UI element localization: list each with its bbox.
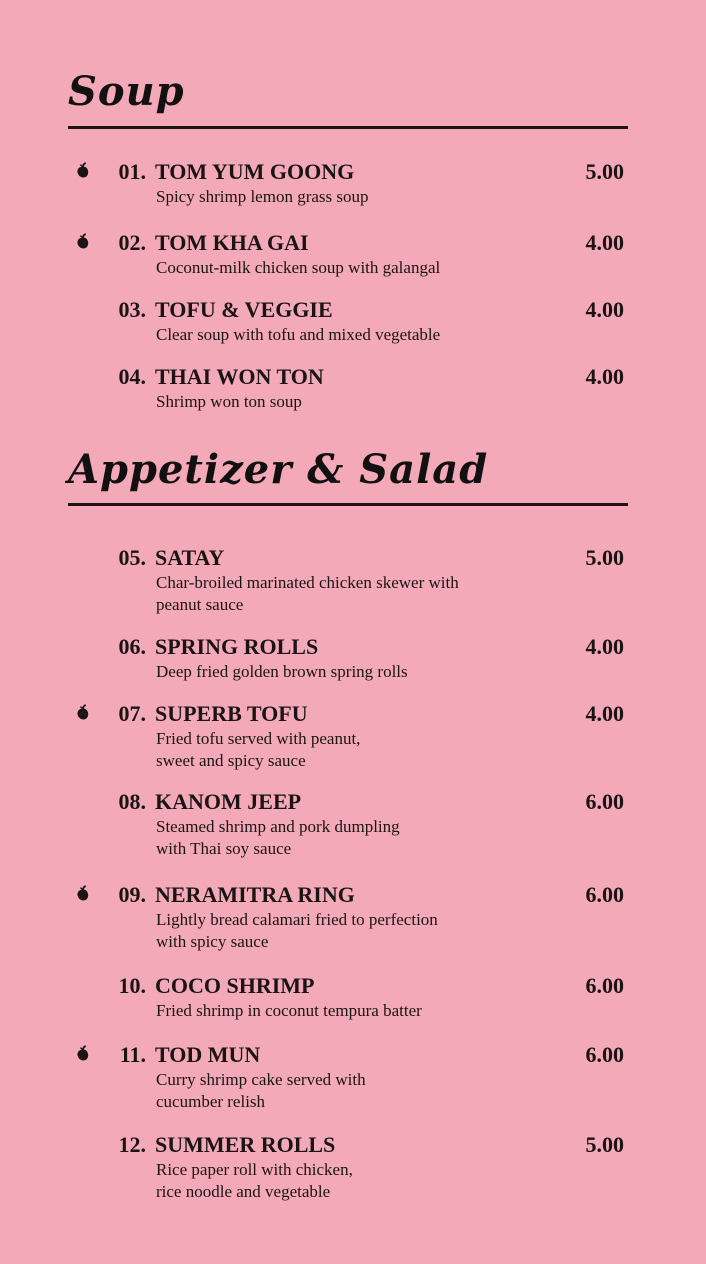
item-description: Rice paper roll with chicken, rice noodle and vegetable: [156, 1160, 353, 1201]
item-name: TOFU & VEGGIE: [155, 297, 333, 322]
chili-pepper-icon: [74, 233, 92, 251]
item-description: Deep fried golden brown spring rolls: [156, 662, 408, 681]
section-divider: [68, 126, 628, 129]
item-name: TOD MUN: [155, 1042, 261, 1067]
item-price: 6.00: [585, 882, 624, 907]
item-name: SATAY: [155, 545, 225, 570]
item-price: 4.00: [585, 364, 624, 389]
item-price: 6.00: [585, 1042, 624, 1067]
item-number: 05.: [118, 545, 146, 570]
item-description: Steamed shrimp and pork dumpling with Thai soy sauce: [156, 817, 400, 858]
item-number: 02.: [118, 230, 146, 255]
item-description: Curry shrimp cake served with cucumber relish: [156, 1070, 366, 1111]
item-description: Fried shrimp in coconut tempura batter: [156, 1001, 422, 1020]
item-number: 12.: [118, 1132, 146, 1157]
item-number: 06.: [118, 634, 146, 659]
section-divider: [68, 503, 628, 506]
item-price: 6.00: [585, 789, 624, 814]
item-description: Lightly bread calamari fried to perfection with spicy sauce: [156, 910, 438, 951]
chili-pepper-icon: [74, 885, 92, 903]
item-description: Coconut-milk chicken soup with galangal: [156, 258, 441, 277]
item-price: 5.00: [585, 1132, 624, 1157]
item-price: 4.00: [585, 701, 624, 726]
item-price: 5.00: [585, 545, 624, 570]
item-description: Clear soup with tofu and mixed vegetable: [156, 325, 441, 344]
item-price: 4.00: [585, 297, 624, 322]
chili-pepper-icon: [74, 704, 92, 722]
item-number: 01.: [118, 159, 146, 184]
section-title-appetizer-salad: Appetizer & Salad: [68, 446, 489, 493]
item-description: Fried tofu served with peanut, sweet and spicy sauce: [156, 729, 361, 770]
item-price: 4.00: [585, 634, 624, 659]
item-description: Char-broiled marinated chicken skewer with peanut sauce: [156, 573, 459, 614]
item-price: 6.00: [585, 973, 624, 998]
section-title-soup: Soup: [68, 68, 185, 115]
item-number: 08.: [118, 789, 146, 814]
item-name: KANOM JEEP: [155, 789, 302, 814]
item-number: 11.: [119, 1042, 146, 1067]
item-name: TOM KHA GAI: [155, 230, 309, 255]
item-number: 09.: [118, 882, 146, 907]
item-name: COCO SHRIMP: [155, 973, 315, 998]
item-name: TOM YUM GOONG: [155, 159, 355, 184]
item-number: 04.: [118, 364, 146, 389]
item-price: 4.00: [585, 230, 624, 255]
chili-pepper-icon: [74, 1045, 92, 1063]
item-number: 07.: [118, 701, 146, 726]
item-number: 03.: [118, 297, 146, 322]
chili-pepper-icon: [74, 162, 92, 180]
item-number: 10.: [118, 973, 146, 998]
item-name: THAI WON TON: [155, 364, 324, 389]
item-name: SUPERB TOFU: [155, 701, 308, 726]
item-description: Shrimp won ton soup: [156, 392, 302, 411]
item-name: SUMMER ROLLS: [155, 1132, 336, 1157]
item-name: NERAMITRA RING: [155, 882, 355, 907]
item-name: SPRING ROLLS: [155, 634, 319, 659]
item-price: 5.00: [585, 159, 624, 184]
item-description: Spicy shrimp lemon grass soup: [156, 187, 369, 206]
